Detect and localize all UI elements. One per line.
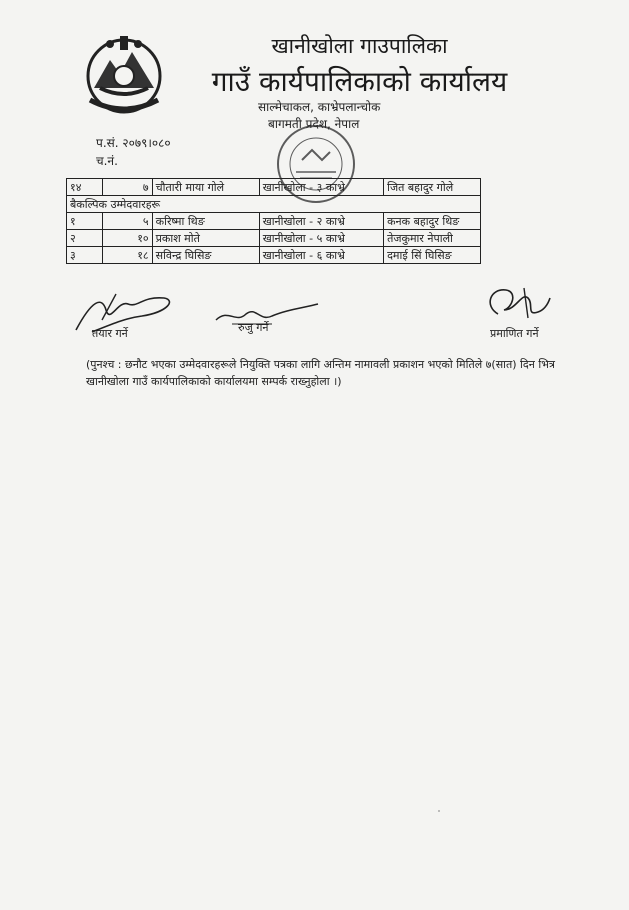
candidate-table [66,178,481,264]
serial-cell: १ [67,213,103,230]
number-cell: ५ [102,213,152,230]
father-cell: तेजकुमार नेपाली [384,230,481,247]
serial-cell: ३ [67,247,103,264]
address-cell: खानीखोला - ६ काभ्रे [259,247,383,264]
office-title: गाउँ कार्यपालिकाको कार्यालय [211,65,508,98]
municipality-name: खानीखोला गाउपालिका [271,34,448,58]
number-cell: ७ [102,179,152,196]
table-row [67,213,481,230]
address-cell: खानीखोला - ३ काभ्रे [259,179,383,196]
approver-signature [482,284,554,324]
father-cell: दमाई सिं घिसिङ [384,247,481,264]
address-line-1: साल्मेचाकल, काभ्रेपलान्चोक [258,100,381,114]
approver-label: प्रमाणित गर्ने [490,327,539,340]
alternate-heading: बैकल्पिक उम्मेदवारहरू [67,196,481,213]
reference-number: प.सं. २०७९।०८० [96,136,171,150]
address-line-2: बागमती प्रदेश, नेपाल [268,117,360,131]
table-row [67,230,481,247]
number-cell: १० [102,230,152,247]
name-cell: करिष्मा थिङ [152,213,259,230]
checker-label: रुजु गर्ने [238,321,269,334]
table-row [67,247,481,264]
name-cell: सविन्द्र घिसिङ [152,247,259,264]
name-cell: प्रकाश मोते [152,230,259,247]
dispatch-number: च.नं. [96,154,118,168]
speck [438,810,440,812]
serial-cell: १४ [67,179,103,196]
number-cell: १८ [102,247,152,264]
postscript-note: (पुनश्च : छनौट भएका उम्मेदवारहरूले नियुक्ति पत्रका लागि अन्तिम नामावली प्रकाशन भएको मितिले ७(सात) दिन भित्र खानीखोला गाउँ कार्यपालिकाको कार्यालयमा सम्पर्क राख्नुहोला ।) [86,358,555,388]
preparer-label: तयार गर्ने [92,327,128,340]
alternate-heading-row [67,196,481,213]
address-cell: खानीखोला - ५ काभ्रे [259,230,383,247]
father-cell: जित बहादुर गोले [384,179,481,196]
father-cell: कनक बहादुर थिङ [384,213,481,230]
table-row [67,179,481,196]
address-cell: खानीखोला - २ काभ्रे [259,213,383,230]
serial-cell: २ [67,230,103,247]
name-cell: चौतारी माया गोले [152,179,259,196]
